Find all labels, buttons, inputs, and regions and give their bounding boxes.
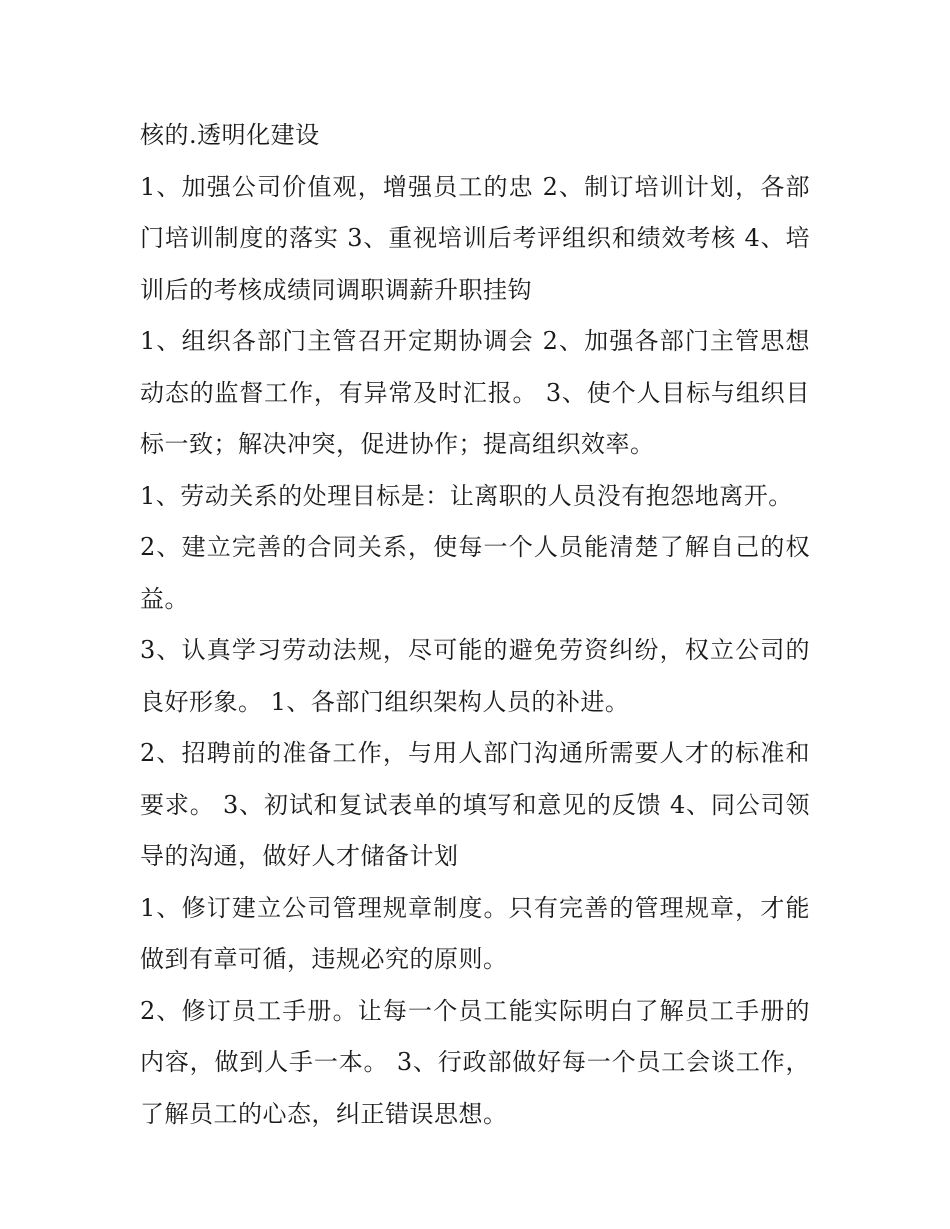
- paragraph-recruitment: 2、招聘前的准备工作，与用人部门沟通所需要人才的标准和要求。 3、初试和复试表单的填写和意见的反馈 4、同公司领导的沟通，做好人才储备计划: [140, 739, 810, 870]
- paragraph-training: 1、加强公司价值观，增强员工的忠 2、制订培训计划，各部门培训制度的落实 3、重视培训后考评组织和绩效考核 4、培训后的考核成绩同调职调薪升职挂钩: [140, 172, 810, 304]
- paragraph-coordination: 1、组织各部门主管召开定期协调会 2、加强各部门主管思想动态的监督工作，有异常及时汇报。 3、使个人目标与组织目标一致；解决冲突，促进协作；提高组织效率。: [140, 327, 810, 458]
- paragraph-regulations: 1、修订建立公司管理规章制度。只有完善的管理规章，才能做到有章可循，违规必究的原则。: [140, 893, 810, 973]
- paragraph-labor-goal: 1、劳动关系的处理目标是：让离职的人员没有抱怨地离开。: [140, 481, 793, 510]
- paragraph-heading: 核的.透明化建设: [140, 121, 320, 149]
- paragraph-labor-law: 3、认真学习劳动法规，尽可能的避免劳资纠纷，权立公司的良好形象。 1、各部门组织架构人员的补进。: [140, 636, 810, 716]
- document-body: [140, 110, 810, 1140]
- paragraph-handbook: 2、修订员工手册。让每一个员工能实际明白了解员工手册的内容，做到人手一本。 3、行政部做好每一个员工会谈工作，了解员工的心态，纠正错误思想。: [140, 996, 810, 1128]
- paragraph-contract: 2、建立完善的合同关系，使每一个人员能清楚了解自己的权益。: [140, 533, 810, 613]
